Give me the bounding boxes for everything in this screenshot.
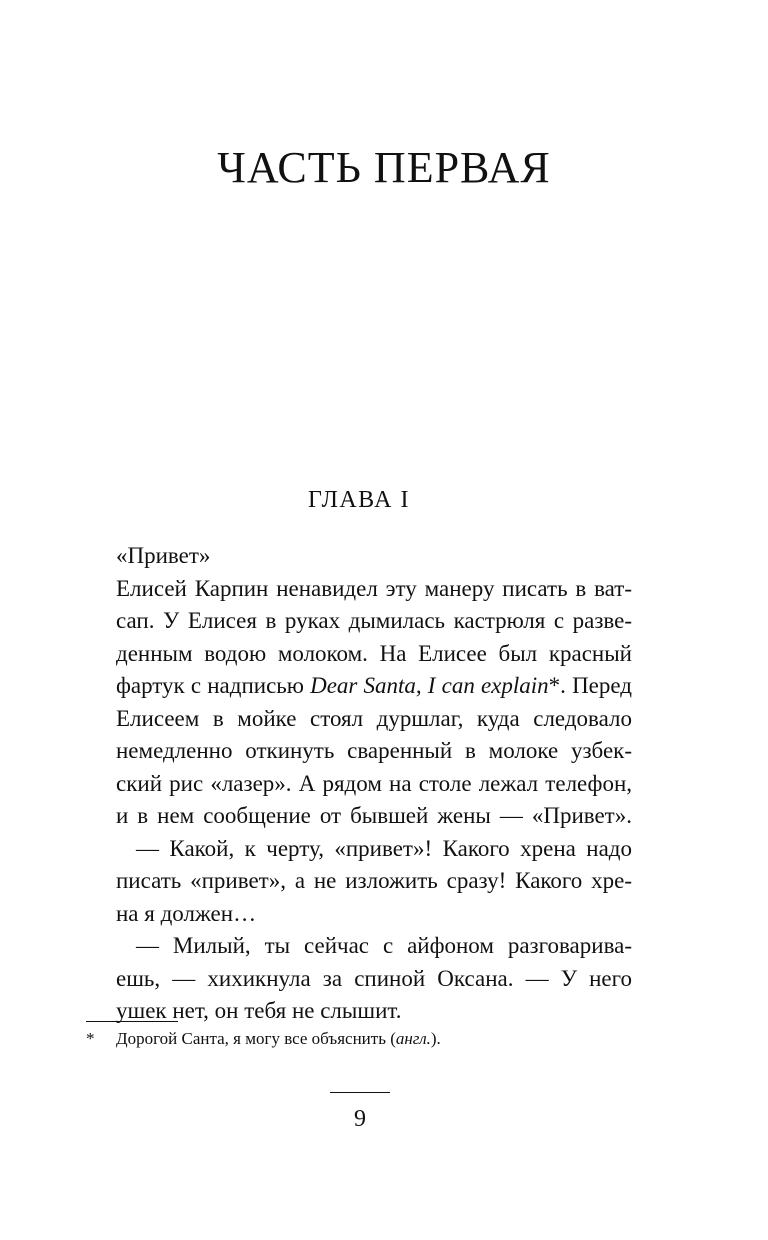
text-line: «Привет» [116, 543, 211, 568]
text-line: Елисей Карпин ненавидел эту манеру писать в ват- [116, 575, 632, 601]
text-line [116, 670, 632, 703]
footnote-italic: англ. [395, 1029, 431, 1048]
footnote-mark: * [86, 1029, 95, 1048]
text-line: Елисеем в мойке стоял дуршлаг, куда следовало [116, 705, 632, 731]
text-line: и в нем сообщение от бывшей жены — «Привет». [116, 803, 632, 828]
part-title: ЧАСТЬ ПЕРВАЯ [217, 143, 551, 192]
page-number: 9 [354, 1106, 366, 1132]
text-line: — Милый, ты сейчас с айфоном разговарива- [136, 933, 632, 958]
text-fragment: фартук с надписью [116, 673, 311, 698]
footnote-text-end: ). [430, 1029, 441, 1048]
text-line: ешь, — хихикнула за спиной Оксана. — У него [116, 965, 632, 991]
body-text [116, 540, 632, 1028]
footnote-text: Дорогой Санта, я могу все объяснить ( [116, 1029, 396, 1048]
text-fragment: *. Перед [548, 673, 632, 698]
text-line: писать «привет», а не изложить сразу! Какого хре- [116, 868, 632, 893]
text-line: ский рис «лазер». А рядом на столе лежал телефон, [116, 770, 632, 796]
text-line: денным водою молоком. На Елисее был красный [116, 640, 632, 666]
text-line: на я должен… [116, 900, 257, 926]
page-number-divider [330, 1092, 390, 1093]
chapter-title: ГЛАВА I [308, 487, 410, 513]
text-line: немедленно откинуть сваренный в молоке узбек- [116, 738, 632, 763]
text-line: сап. У Елисея в руках дымилась кастрюля с разве- [116, 608, 632, 633]
footnote-divider [86, 1021, 178, 1022]
text-line: — Какой, к черту, «привет»! Какого хрена надо [136, 835, 632, 861]
italic-phrase: Dear Santa, I can explain [310, 673, 549, 698]
text-line: ушек нет, он тебя не слышит. [116, 998, 402, 1023]
footnote [86, 1026, 441, 1052]
